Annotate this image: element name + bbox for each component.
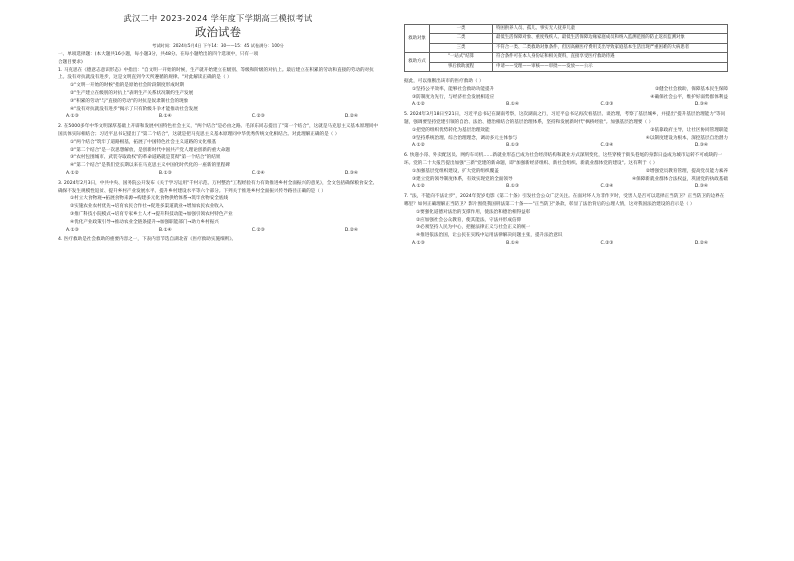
q4-item-4: ④确保社会公平，维护好弱势群体利益 bbox=[650, 94, 728, 100]
q3-item-4: ④优化产业政策引导→推动农业全链条提升→加强职能部门→助力乡村振兴 bbox=[70, 219, 219, 225]
right-column bbox=[404, 8, 728, 248]
q1-stem: 1. 马克思在《德意志意识形态》中指出："自文明一开始的时候，生产就开始建立在级别、等级和阶级的对抗上。最后建立在积累的劳动和直接的劳动的对抗上。没有对抗就没有进步，这是文明直到今天所遵循的规律。"对此解读正确的是（ ） bbox=[58, 67, 374, 81]
table-row-content: 特困供养人员、孤儿、事实无人抚养儿童 bbox=[493, 25, 728, 34]
section-intro-line-2: 合题目要求) bbox=[58, 59, 83, 65]
q4-item-1: ①坚持公平效率，能够社会救助功能提升 bbox=[412, 86, 495, 92]
table-row-content: 申请——受理——审核——审批——发放——公示 bbox=[493, 62, 728, 71]
q1-option-a[interactable]: A.①③ bbox=[66, 114, 79, 120]
table-row-label: 一类 bbox=[430, 25, 493, 34]
q3-option-c[interactable]: C.②③ bbox=[251, 227, 265, 233]
q6-option-b[interactable]: B.①③ bbox=[506, 184, 520, 190]
q3-item-1: ①村立大食物观→拓展食物来源→构建多元化食物供给体系→筑牢食物安全底线 bbox=[70, 196, 229, 202]
q5-stem: 5. 2024年3月18日至21日，习近平总书记在湖南考察，这次湖南之行，习近平总书记再次看基层、谈治理，考察了基层城乡，并提出"提升基层治理能力"等问题，强调要坚持党建引领的自治、法治、德治相结合的基层治理体系，坚持和发展新时代"枫桥经验"。加强基层治理要（ ） bbox=[404, 112, 726, 126]
table-group-recipients: 救助对象 bbox=[405, 25, 430, 53]
q4-items-row-2 bbox=[404, 94, 728, 102]
q1-item-2: ②"生产建立在级别的对抗上"表明生产关系状况制约生产发展 bbox=[70, 90, 194, 96]
table-group-methods: 救助方式 bbox=[405, 53, 430, 72]
q4-option-b[interactable]: B.①④ bbox=[506, 102, 520, 108]
table-row-content: 符合条件可在本人身份证和相关资料，直接享受医疗救助待遇 bbox=[493, 53, 728, 62]
q1-item-4: ④"没有对抗就没有进步"揭示了只有阶级斗争才能推动社会发展 bbox=[70, 106, 198, 112]
q6-stem: 6. 快递小哥、外卖配送员、网约车司机……新就业形态已成为社会经济结构和就业方式深刻变化，这些穿梭于街头巷尾的身影日益成为城市运转不可或缺的一环。党的二十大报告提出加强"三新"党建的新命题，即"加强新经济组织、新社会组织、新就业群体党的建设"。这有利于（ ） bbox=[404, 153, 723, 166]
q5-option-d[interactable]: D.③④ bbox=[694, 143, 708, 149]
q7-stem: 7. "法，不能向不法让步"，2024年贺岁电影《第二十条》引发社会公众广泛关注。在面对坏人为非作歹时，受害人是否可以选择正当防卫？正当防卫的边界在哪里？如何正确理解正当防卫？影片围绕我国刑法第二十条——"正当防卫"条款，彰显了法治背后的公理人情，这对我国法治建设的启示是（ ） bbox=[404, 194, 725, 207]
q3-item-2: ②实施农业农村优先→培育农民合作社→促进多渠道就业→增加农民农业收入 bbox=[70, 204, 224, 210]
q6-item-1: ①加强基层党组织建设，扩大党的组织覆盖 bbox=[412, 168, 499, 174]
q5-item-4: ④以制度建设为根本，深挖基层自治潜力 bbox=[645, 135, 728, 141]
q4-item-2: ②健全社会救助，保障基本民生保障 bbox=[654, 86, 728, 92]
section-intro-line-1: 一、单项选择题：(本大题共16小题，每小题3分，共48分。在每小题给出的四个选项中，只有一项 bbox=[58, 52, 259, 57]
q5-items-row-1 bbox=[404, 127, 728, 135]
q7-item-4: ④推进依法治国，让公民在实践中运用法律解决问题主张，提升法治意识 bbox=[416, 233, 563, 239]
q4-items-row-1 bbox=[404, 86, 728, 94]
q5-option-a[interactable]: A.①② bbox=[412, 143, 425, 149]
q2-item-2: ②"第二个结合"是一次思想解放，是创新时代中国共产党人理论创新的重大命题 bbox=[70, 147, 230, 153]
q7-item-1: ①要强化道德对法治的支撑作用，使法治和德治相得益彰 bbox=[416, 209, 531, 215]
table-row-content: 最低生活保障对象、重度残疾人、最低生活保障边缘家庭成员和纳入监测范围的防止返贫监测对象 bbox=[493, 34, 728, 43]
q3-options bbox=[58, 227, 378, 235]
table-row bbox=[405, 43, 728, 52]
q5-item-3: ③坚持系统治理、综合治理理念，调动多元主体参与 bbox=[412, 135, 518, 141]
q4-option-c[interactable]: C.②③ bbox=[600, 102, 614, 108]
q6-option-a[interactable]: A.①② bbox=[412, 184, 425, 190]
q1-option-b[interactable]: B.①④ bbox=[158, 114, 172, 120]
table-row-label: 三类 bbox=[430, 43, 493, 52]
left-column bbox=[58, 8, 378, 244]
q7-option-a[interactable]: A.①③ bbox=[412, 240, 425, 246]
q6-items-row-1 bbox=[404, 168, 728, 176]
q3-option-b[interactable]: B.①④ bbox=[158, 227, 172, 233]
q2-item-1: ①"两个结合"筑牢了道路根基，拓展了中国特色社会主义道路的文化根基 bbox=[70, 139, 217, 145]
q5-options bbox=[404, 142, 728, 150]
q4-option-a[interactable]: A.①② bbox=[412, 102, 425, 108]
subject-title: 政治试卷 bbox=[195, 25, 241, 39]
table-row-content: 不符合一类、二类救助对象条件，但因高额医疗费用支出导致家庭基本生活出现严重困难的大病患者 bbox=[493, 43, 728, 52]
q7-item-2: ②应加强社会公众教育，使其能法、守法并形成信仰 bbox=[416, 217, 522, 223]
q5-option-c[interactable]: C.②④ bbox=[600, 143, 614, 149]
q5-item-1: ①把党的组织优势转化为基层治理效能 bbox=[412, 127, 490, 133]
q4-tail: 据此，可以推断出该市的医疗救助（ ） bbox=[404, 79, 484, 85]
table-row bbox=[405, 34, 728, 43]
q7-option-c[interactable]: C.②③ bbox=[600, 240, 614, 246]
q2-option-b[interactable]: B.①③ bbox=[158, 170, 172, 176]
table-row-label: 二类 bbox=[430, 34, 493, 43]
q2-option-c[interactable]: C.②④ bbox=[251, 170, 265, 176]
q5-item-2: ②依靠政府主导，让社区协同管理职能 bbox=[650, 127, 728, 133]
q1-options bbox=[58, 113, 378, 121]
q1-item-3: ③"积累的劳动"与"直接的劳动"的对抗是奴隶制社会的现象 bbox=[70, 98, 189, 104]
q7-option-b[interactable]: B.①④ bbox=[506, 240, 520, 246]
table-row bbox=[405, 53, 728, 62]
q2-option-a[interactable]: A.①② bbox=[66, 170, 79, 176]
q4-item-3: ③防制度为先行，与经济社会发展相适应 bbox=[412, 94, 495, 100]
q3-stem: 3. 2024年2月3日，中共中央、国务院公开发布《关于学习运用"千村示范、万村整治"工程经验有力有效推进乡村全面振兴的意见》，全文包括确保粮食安全、确保不发生规模性返贫、提升乡村产业发展水平、提升乡村建设水平等六个部分。下列关于推进乡村全面振兴传导路径正确的是（ ） bbox=[58, 180, 378, 194]
q1-option-d[interactable]: D.②④ bbox=[344, 114, 358, 120]
table-row bbox=[405, 62, 728, 71]
q2-item-4: ④"第二个结合"是我们党长期以来在马克思主义中国化时代化的一座新的里程碑 bbox=[70, 163, 230, 169]
q6-option-c[interactable]: C.②④ bbox=[600, 184, 614, 190]
school-title: 武汉二中 2023-2024 学年度下学期高三模拟考试 bbox=[123, 13, 313, 23]
q3-option-a[interactable]: A.①③ bbox=[66, 227, 79, 233]
q2-options bbox=[58, 170, 378, 178]
q7-options bbox=[404, 240, 728, 248]
q6-item-2: ②增强党员教育管理，提高党员能力素养 bbox=[645, 168, 728, 174]
table-row-label: "一站式"结算 bbox=[430, 53, 493, 62]
q6-items-row-2 bbox=[404, 176, 728, 184]
table-row-label: 事后救助流程 bbox=[430, 62, 493, 71]
q2-item-3: ③"农村包围城市、武装夺取政权"的革命道路就是贯彻"第一个结合"的结果 bbox=[70, 155, 221, 161]
q2-stem: 2. 在5000多年中华文明深厚基础上开辟和发展中国特色社会主义，"两个结合"是必由之路。毛泽东同志提出了"第一个结合"，这就是马克思主义基本原理同中国具体实际相结合；习近平总书记提出了"第二个结合"，这就是把马克思主义基本原理同中华优秀传统文化相结合。对此理解正确的是（ ） bbox=[58, 124, 378, 137]
q4-options bbox=[404, 101, 728, 109]
q7-item-3: ③必须坚持人民为中心，把握法律正义与社会正义的统一 bbox=[416, 225, 531, 231]
q6-option-d[interactable]: D.③④ bbox=[694, 184, 708, 190]
q4-option-d[interactable]: D.③④ bbox=[694, 102, 708, 108]
q7-option-d[interactable]: D.②④ bbox=[694, 240, 708, 246]
q6-item-3: ③建立党的领导制度体系，有效实现党的全面领导 bbox=[412, 176, 513, 182]
q5-items-row-2 bbox=[404, 135, 728, 143]
q4-stem: 4. 医疗救助是社会救助的重要内容之一，下表内容节选自湖北省《医疗救助实施细则》。 bbox=[58, 237, 237, 243]
q1-option-c[interactable]: C.②③ bbox=[251, 114, 265, 120]
q3-item-3: ③推广科技小院模式→培育专家乡土人才→提升科技动能→加强引领农村特色产业 bbox=[70, 211, 233, 217]
q6-options bbox=[404, 183, 728, 191]
q3-option-d[interactable]: D.②④ bbox=[344, 227, 358, 233]
exam-meta: 考试时间：2024年5月4日 下午14：30——15：45 试卷满分：100分 bbox=[152, 43, 284, 48]
q1-item-1: ①"文明一开始的时候"指的是原始社会阶段制度形成时期 bbox=[70, 83, 185, 89]
table-row bbox=[405, 25, 728, 34]
q2-option-d[interactable]: D.③④ bbox=[344, 170, 358, 176]
q6-item-4: ④保障新就业群体合法权益，巩固党的执政基础 bbox=[632, 176, 728, 182]
q5-option-b[interactable]: B.①③ bbox=[506, 143, 520, 149]
medical-aid-table bbox=[404, 24, 728, 72]
